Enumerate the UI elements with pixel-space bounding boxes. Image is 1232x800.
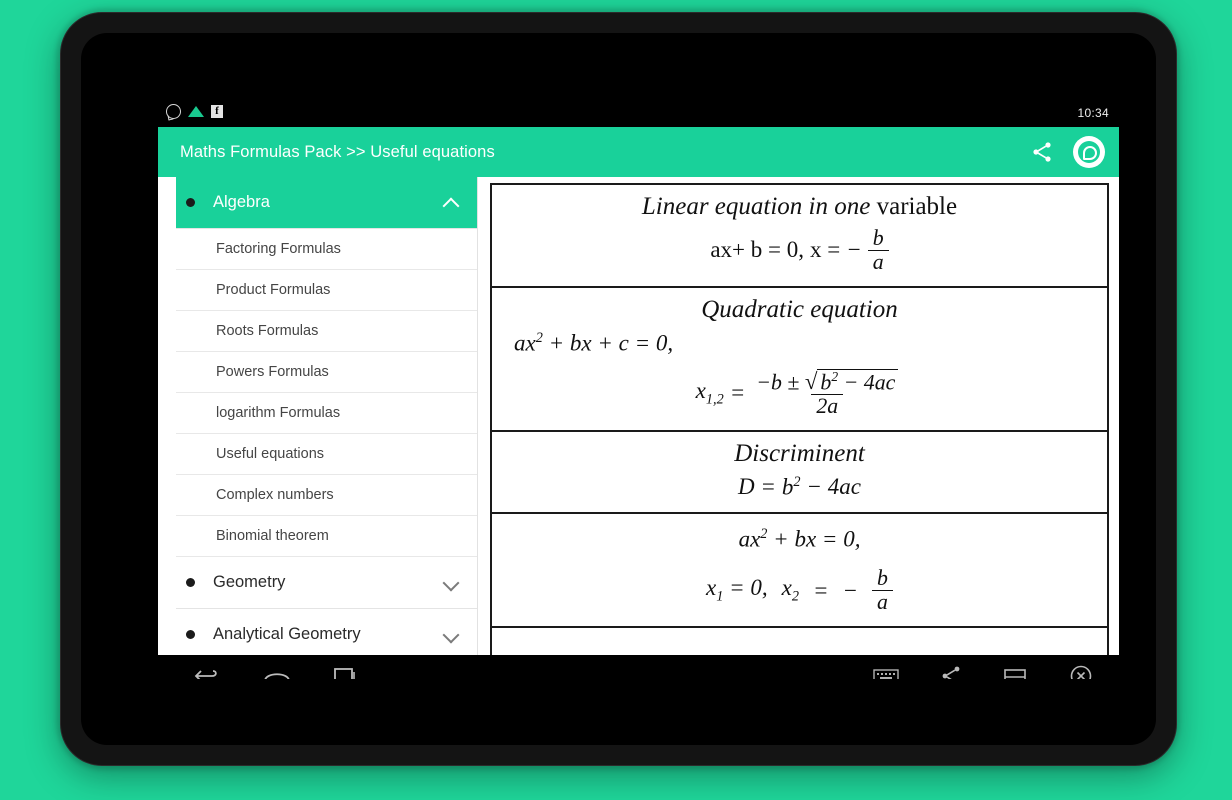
denominator: a xyxy=(872,590,893,614)
sidebar-item-label: Factoring Formulas xyxy=(216,241,341,257)
home-icon xyxy=(262,665,292,680)
share-button[interactable] xyxy=(1027,137,1057,167)
denominator: 2a xyxy=(811,394,843,418)
nav-left-group xyxy=(194,665,358,680)
sidebar-item-label: logarithm Formulas xyxy=(216,405,341,421)
recents-icon xyxy=(332,665,358,680)
keyboard-button[interactable] xyxy=(873,667,899,680)
formula-expression xyxy=(492,227,1107,274)
bullet-icon xyxy=(186,578,195,587)
formula-row-linear xyxy=(492,185,1107,288)
share-icon xyxy=(1030,140,1054,164)
comma: , xyxy=(667,330,674,356)
sidebar-group-algebra[interactable] xyxy=(176,177,477,229)
nav-right-group xyxy=(873,655,1093,679)
minus-sign: − xyxy=(846,237,862,263)
square-root xyxy=(805,369,899,394)
formula-panel xyxy=(478,177,1119,655)
sidebar-item-label: Useful equations xyxy=(216,446,325,462)
split-screen-icon xyxy=(1003,666,1029,680)
quadratic-standard-form xyxy=(514,330,673,357)
device-bezel xyxy=(81,33,1156,745)
back-icon xyxy=(194,665,222,680)
superscript-2: 2 xyxy=(760,526,768,543)
formula-table xyxy=(490,183,1109,655)
sidebar[interactable] xyxy=(158,177,478,655)
formula-expression xyxy=(492,474,1107,501)
subscript-1-2: 1,2 xyxy=(705,391,724,408)
incomplete-quadratic xyxy=(739,526,861,553)
formula-title: Discriminent xyxy=(734,439,865,467)
bx-term: bx xyxy=(569,330,592,356)
numerator: b xyxy=(877,566,888,591)
whatsapp-icon xyxy=(1078,141,1100,163)
bullet-icon xyxy=(186,630,195,639)
sidebar-item-roots-formulas[interactable] xyxy=(176,311,477,352)
numerator xyxy=(751,369,903,394)
formula-expression-line1 xyxy=(514,330,1107,357)
sidebar-item-logarithm-formulas[interactable] xyxy=(176,393,477,434)
subscript-1: 1 xyxy=(716,588,724,605)
tablet-device xyxy=(60,12,1177,766)
sidebar-item-label: Binomial theorem xyxy=(216,528,329,544)
android-nav-bar xyxy=(158,655,1119,679)
radical-icon: √ xyxy=(804,368,818,394)
sidebar-item-product-formulas[interactable] xyxy=(176,270,477,311)
equals-sign: = xyxy=(729,575,745,601)
radicand xyxy=(817,369,898,394)
discriminant-lhs: D = xyxy=(738,474,776,500)
quadratic-formula-fraction xyxy=(751,369,903,418)
fraction-b-over-a xyxy=(868,227,889,274)
formula-row-quadratic xyxy=(492,288,1107,432)
plus-sign: + xyxy=(773,527,789,553)
sidebar-item-useful-equations[interactable] xyxy=(176,434,477,475)
linear-lhs: ax+ b = 0, xyxy=(710,237,804,263)
equals-sign: = xyxy=(634,330,651,356)
sidebar-item-label: Roots Formulas xyxy=(216,323,319,339)
plus-sign: + xyxy=(548,330,565,356)
formula-row-incomplete-quadratic xyxy=(492,514,1107,628)
zero: 0 xyxy=(843,527,855,553)
sidebar-group-label: Algebra xyxy=(213,193,270,211)
status-icons xyxy=(166,104,223,119)
bullet-icon xyxy=(186,198,195,207)
fraction-b-over-a xyxy=(872,567,893,614)
equals-sign: = xyxy=(729,380,746,406)
back-button[interactable] xyxy=(194,665,222,680)
formula-title-italic: Linear equation in one xyxy=(641,193,871,220)
sidebar-item-label: Product Formulas xyxy=(216,282,331,298)
formula-expression-line1 xyxy=(492,526,1107,553)
b-var: b xyxy=(770,369,782,394)
formula-title xyxy=(492,193,1107,221)
minus-sign: − xyxy=(842,577,859,603)
x-var: x xyxy=(706,575,717,601)
superscript-2: 2 xyxy=(831,368,839,384)
formula-expression-line2 xyxy=(492,369,1107,418)
zero: 0 xyxy=(750,575,762,601)
status-clock: 10:34 xyxy=(1077,106,1109,120)
linear-x-eq: x = xyxy=(809,237,841,263)
b-squared xyxy=(782,474,801,501)
page-title: Maths Formulas Pack >> Useful equations xyxy=(180,142,495,161)
sidebar-item-binomial-theorem[interactable] xyxy=(176,516,477,557)
chevron-up-icon xyxy=(443,198,460,215)
comma: , xyxy=(854,527,861,553)
x-sub-1-2 xyxy=(696,378,724,409)
sidebar-group-label: Analytical Geometry xyxy=(213,625,361,643)
numerator: b xyxy=(872,226,884,250)
sidebar-item-powers-formulas[interactable] xyxy=(176,352,477,393)
close-icon xyxy=(1069,664,1093,680)
x-var: x xyxy=(781,575,792,601)
equals-sign: = xyxy=(821,527,838,553)
device-screen xyxy=(158,101,1119,679)
comma: , xyxy=(761,575,768,601)
superscript-2: 2 xyxy=(535,329,543,346)
c-term: c xyxy=(618,330,629,356)
chevron-down-icon xyxy=(443,575,460,592)
denominator: a xyxy=(868,250,889,274)
status-bar xyxy=(158,101,1119,127)
wifi-icon xyxy=(188,106,204,117)
nav-share-button[interactable] xyxy=(939,664,963,680)
whatsapp-icon xyxy=(166,104,181,119)
split-screen-button[interactable] xyxy=(1003,666,1029,680)
recents-button[interactable] xyxy=(332,665,358,680)
discriminant-rhs: − 4ac xyxy=(806,474,861,500)
app-bar xyxy=(158,127,1119,177)
sidebar-group-geometry[interactable] xyxy=(176,557,477,609)
close-button[interactable] xyxy=(1069,664,1093,680)
formula-row-discriminant xyxy=(492,432,1107,515)
equals-sign: = xyxy=(812,577,829,603)
ax-term: ax xyxy=(738,527,761,553)
sidebar-item-label: Complex numbers xyxy=(216,487,334,503)
plus-minus-sign: ± xyxy=(787,369,800,394)
chevron-down-icon xyxy=(443,627,460,644)
minus-sign: − xyxy=(843,369,859,394)
plus-sign-2: + xyxy=(597,330,613,356)
share-icon xyxy=(939,664,963,680)
app-bar-actions xyxy=(1027,127,1105,177)
ax-term: ax xyxy=(514,330,536,356)
facebook-icon: f xyxy=(211,105,223,118)
b-var: b xyxy=(820,369,832,394)
b-var: b xyxy=(781,474,794,500)
x2-solution xyxy=(782,575,799,606)
sidebar-item-complex-numbers[interactable] xyxy=(176,475,477,516)
formula-title: Quadratic equation xyxy=(701,295,898,323)
four-ac: 4ac xyxy=(863,369,896,394)
sidebar-group-analytical-geometry[interactable] xyxy=(176,609,477,655)
formula-expression-line2 xyxy=(492,567,1107,614)
subscript-2: 2 xyxy=(791,588,799,605)
formula-title-roman: variable xyxy=(876,193,958,220)
bx-term: bx xyxy=(794,527,817,553)
x-var: x xyxy=(695,377,706,403)
minus-sign: − xyxy=(756,369,771,394)
superscript-2: 2 xyxy=(793,473,801,490)
home-button[interactable] xyxy=(262,665,292,680)
keyboard-icon xyxy=(873,667,899,680)
whatsapp-share-button[interactable] xyxy=(1073,136,1105,168)
zero: 0 xyxy=(655,330,668,356)
sidebar-item-label: Powers Formulas xyxy=(216,364,329,380)
x1-solution xyxy=(706,575,768,606)
sidebar-item-factoring-formulas[interactable] xyxy=(176,229,477,270)
sidebar-group-label: Geometry xyxy=(213,573,286,591)
content-area xyxy=(158,177,1119,655)
